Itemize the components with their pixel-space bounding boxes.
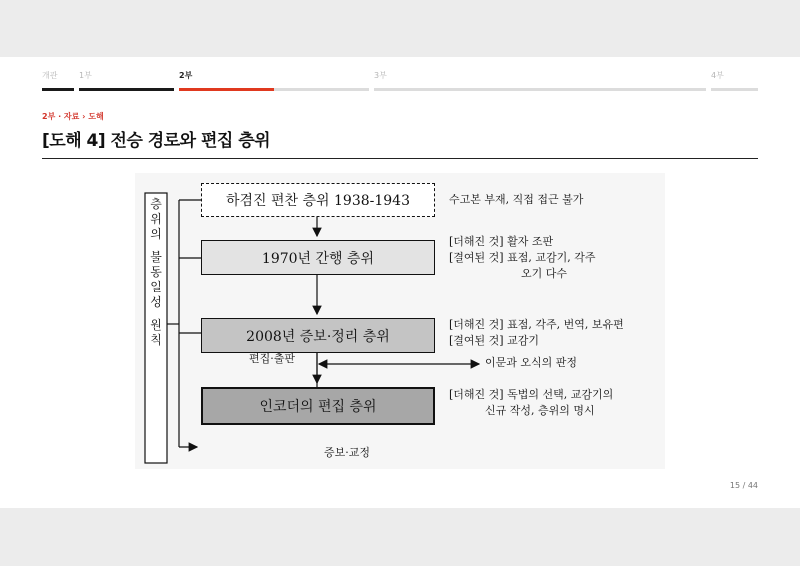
note-1938: 수고본 부재, 직접 접근 불가 bbox=[449, 193, 584, 206]
title-divider bbox=[42, 158, 758, 159]
layer-box-encoder: 인코더의 편집 층위 bbox=[201, 387, 435, 425]
note-1970: [더해진 것] 활자 조판 [결여된 것] 표점, 교감기, 각주 오기 다수 bbox=[449, 235, 596, 280]
nav-item-overview[interactable]: 개관 bbox=[42, 71, 58, 80]
note-encoder: [더해진 것] 독법의 선택, 교감기의 신규 작성, 층위의 명시 bbox=[449, 388, 614, 417]
nav-item-part2[interactable]: 2부 bbox=[179, 71, 193, 80]
nav-progress-fill bbox=[179, 88, 274, 91]
nav-bar-part3[interactable] bbox=[374, 88, 706, 91]
supplement-label: 증보·교정 bbox=[324, 446, 371, 459]
nav-item-part3[interactable]: 3부 bbox=[374, 71, 387, 80]
note-2008: [더해진 것] 표점, 각주, 번역, 보유편 [결여된 것] 교감기 bbox=[449, 318, 624, 347]
nav-bar-overview[interactable] bbox=[42, 88, 74, 91]
judgment-label: 이문과 오식의 판정 bbox=[485, 356, 578, 369]
page-title: [도해 4] 전승 경로와 편집 층위 bbox=[42, 131, 271, 151]
section-nav bbox=[0, 57, 800, 97]
slide bbox=[0, 57, 800, 508]
layer-box-1970: 1970년 간행 층위 bbox=[201, 240, 435, 275]
nav-bar-part1[interactable] bbox=[79, 88, 174, 91]
transmission-diagram bbox=[135, 173, 665, 469]
nav-bar-part4[interactable] bbox=[711, 88, 758, 91]
principle-label: 층 위 의 불 동 일 성 원 칙 bbox=[150, 197, 162, 347]
breadcrumb: 2부 · 자료 › 도해 bbox=[42, 112, 104, 121]
layer-box-1938: 하겸진 편찬 층위 1938-1943 bbox=[201, 183, 435, 217]
nav-item-part1[interactable]: 1부 bbox=[79, 71, 92, 80]
edit-publish-label: 편집·출판 bbox=[249, 352, 296, 365]
layer-box-2008: 2008년 증보·정리 층위 bbox=[201, 318, 435, 353]
nav-item-part4[interactable]: 4부 bbox=[711, 71, 724, 80]
page-number: 15 / 44 bbox=[729, 481, 758, 490]
nav-bar-part2[interactable] bbox=[179, 88, 369, 91]
